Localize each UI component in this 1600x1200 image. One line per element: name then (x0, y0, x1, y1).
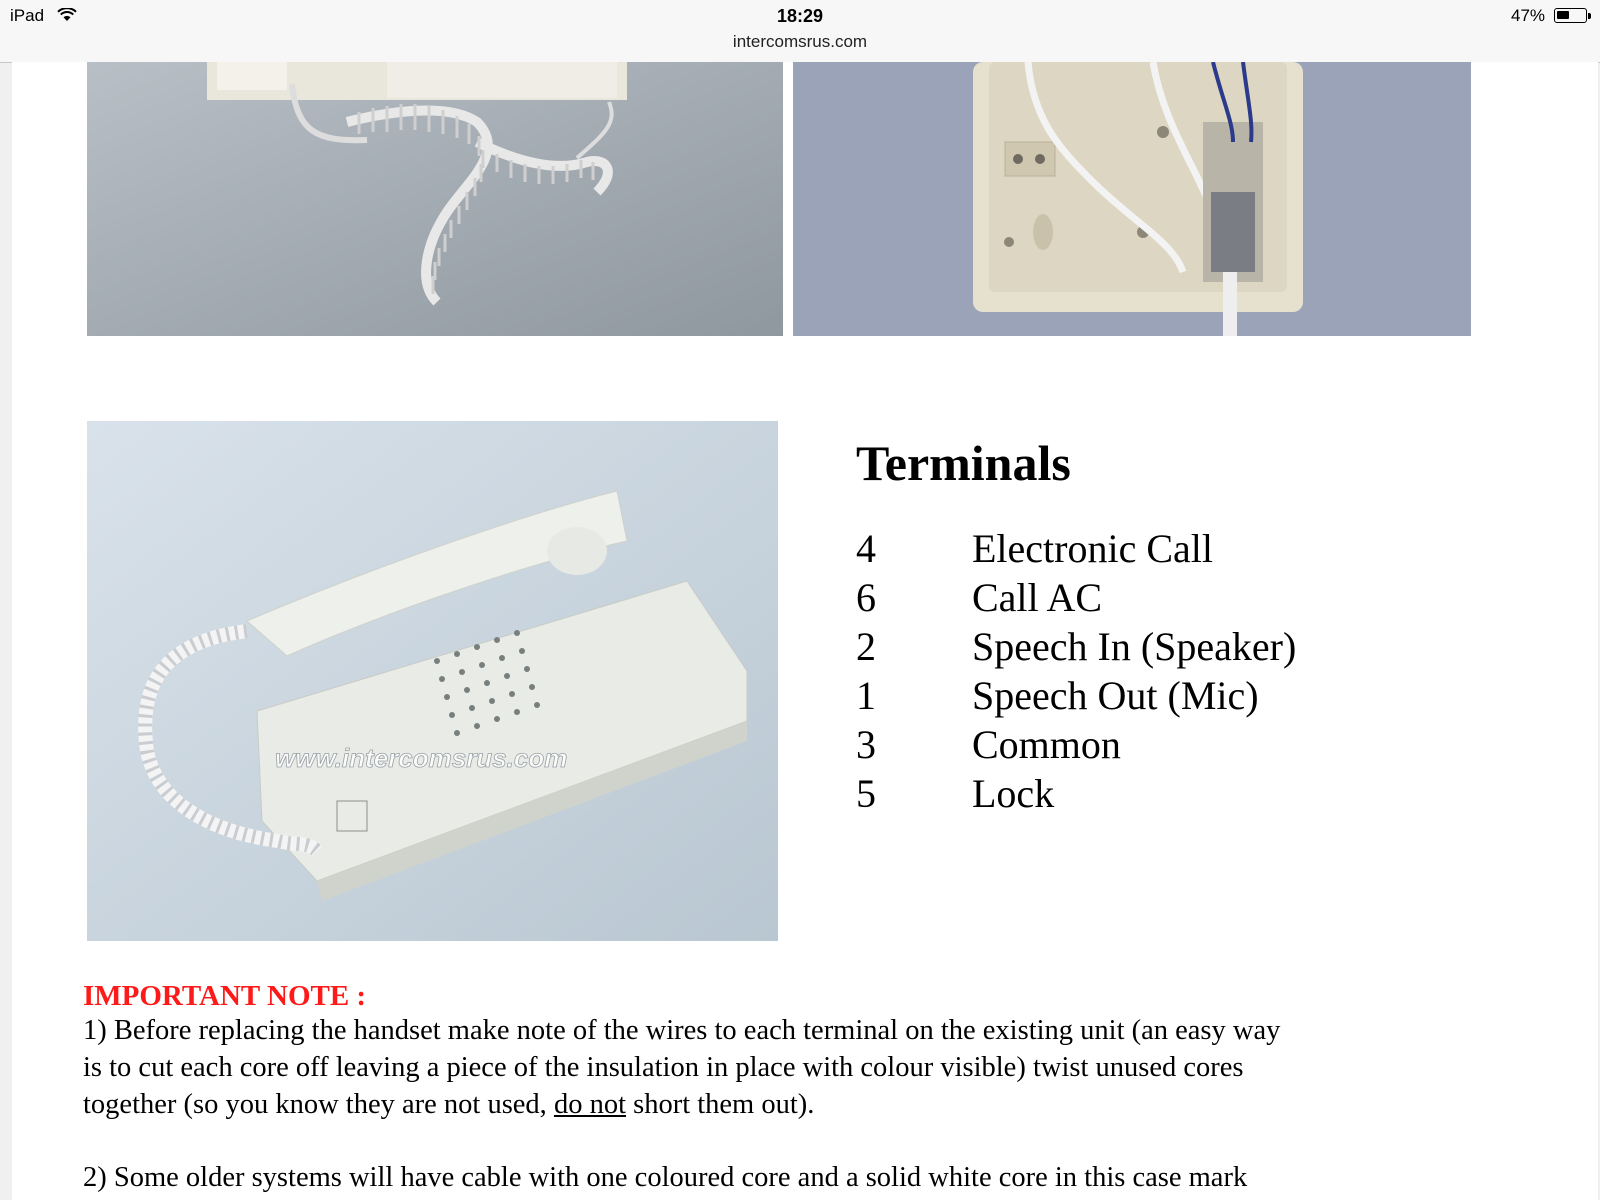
terminal-number: 5 (856, 771, 876, 816)
web-page[interactable] (12, 62, 1598, 1200)
note-emphasis: do not (553, 1089, 626, 1120)
note-text: short them out). (625, 1089, 815, 1120)
note-line (83, 1086, 1483, 1123)
terminal-number: 2 (856, 624, 876, 669)
device-name: iPad (10, 6, 45, 25)
status-bar (0, 0, 1600, 63)
terminals-heading: Terminals (856, 435, 1071, 491)
handset-cord-photo (87, 62, 783, 336)
terminal-function: Speech Out (Mic) (972, 673, 1259, 718)
note-text: together (so you know they are not used, (83, 1089, 554, 1120)
terminal-number: 6 (856, 575, 876, 620)
url-bar[interactable]: intercomsrus.com (732, 32, 868, 51)
terminal-number: 3 (856, 722, 876, 767)
terminal-function: Common (972, 722, 1121, 767)
note-line: is to cut each core off leaving a piece of the insulation in place with colour visible) twist unused cores (83, 1052, 1244, 1083)
terminal-function: Lock (972, 771, 1055, 816)
terminal-number: 4 (856, 526, 876, 571)
note-paragraph-1 (83, 1012, 1483, 1123)
terminal-function: Speech In (Speaker) (972, 624, 1297, 669)
note-line: 1) Before replacing the handset make note of the wires to each terminal on the existing unit (an easy way (83, 1015, 1281, 1046)
status-time: 18:29 (776, 6, 824, 26)
note-paragraph-2 (83, 1159, 1483, 1196)
important-note-heading: IMPORTANT NOTE : (83, 980, 367, 1012)
wall-plate-photo (793, 62, 1471, 336)
terminal-function: Call AC (972, 575, 1103, 620)
terminal-number: 1 (856, 673, 876, 718)
battery-fill (1557, 11, 1569, 19)
battery-icon (1554, 8, 1587, 23)
terminal-function: Electronic Call (972, 526, 1214, 571)
note-line: 2) Some older systems will have cable with one coloured core and a solid white core in this case mark (83, 1162, 1248, 1193)
battery-percent: 47% (1511, 6, 1546, 25)
photo-watermark: www.intercomsrus.com (275, 743, 568, 773)
handset-unit-photo (87, 421, 778, 941)
